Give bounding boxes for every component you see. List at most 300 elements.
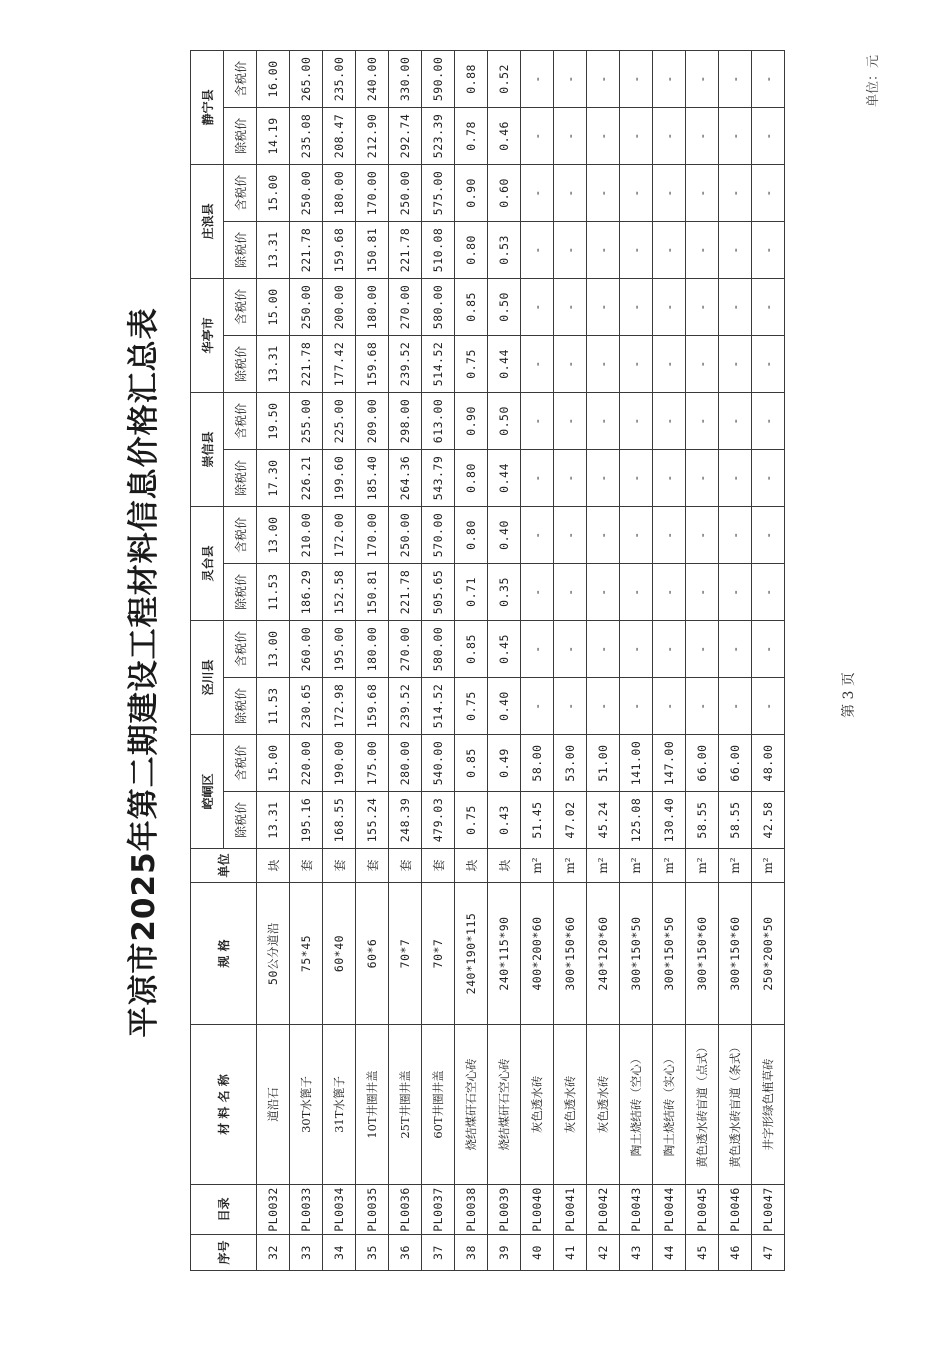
cell-ex-tax-price: 159.68 (323, 221, 356, 278)
cell-code: PL0034 (323, 1185, 356, 1235)
cell-ex-tax-price: 221.78 (389, 221, 422, 278)
cell-seq: 46 (719, 1235, 752, 1271)
cell-code: PL0043 (620, 1185, 653, 1235)
cell-inc-tax-price: - (587, 392, 620, 449)
cell-ex-tax-price: 0.53 (488, 221, 521, 278)
cell-inc-tax-price: 225.00 (323, 392, 356, 449)
cell-seq: 34 (323, 1235, 356, 1271)
cell-inc-tax-price: 613.00 (422, 392, 455, 449)
cell-name: 灰色透水砖 (554, 1025, 587, 1185)
table-row (455, 50, 488, 1270)
cell-inc-tax-price: 180.00 (323, 164, 356, 221)
cell-ex-tax-price: 0.75 (455, 335, 488, 392)
cell-ex-tax-price: 226.21 (290, 449, 323, 506)
cell-ex-tax-price: 152.58 (323, 563, 356, 620)
cell-ex-tax-price: 130.40 (653, 792, 686, 849)
cell-ex-tax-price: 47.02 (554, 792, 587, 849)
cell-unit: m² (554, 849, 587, 883)
cell-ex-tax-price: - (752, 107, 785, 164)
table-row (488, 50, 521, 1270)
cell-inc-tax-price: - (554, 164, 587, 221)
cell-inc-tax-price: - (686, 50, 719, 107)
table-body (257, 50, 785, 1270)
cell-name: 25T井圈井盖 (389, 1025, 422, 1185)
cell-inc-tax-price: 0.90 (455, 164, 488, 221)
cell-code: PL0033 (290, 1185, 323, 1235)
cell-ex-tax-price: - (620, 107, 653, 164)
cell-inc-tax-price: 250.00 (290, 278, 323, 335)
cell-ex-tax-price: - (620, 677, 653, 734)
cell-ex-tax-price: 221.78 (290, 335, 323, 392)
cell-name: 陶土烧结砖（实心） (653, 1025, 686, 1185)
cell-code: PL0037 (422, 1185, 455, 1235)
cell-inc-tax-price: 180.00 (356, 278, 389, 335)
cell-ex-tax-price: - (686, 221, 719, 278)
cell-ex-tax-price: - (554, 563, 587, 620)
cell-inc-tax-price: 141.00 (620, 734, 653, 791)
cell-ex-tax-price: - (554, 677, 587, 734)
cell-inc-tax-price: 190.00 (323, 734, 356, 791)
cell-ex-tax-price: 514.52 (422, 677, 455, 734)
cell-ex-tax-price: - (554, 335, 587, 392)
cell-ex-tax-price: - (587, 677, 620, 734)
cell-seq: 37 (422, 1235, 455, 1271)
cell-ex-tax-price: - (521, 221, 554, 278)
cell-ex-tax-price: - (719, 221, 752, 278)
cell-ex-tax-price: 523.39 (422, 107, 455, 164)
header-inc-tax: 含税价 (224, 506, 257, 563)
cell-ex-tax-price: - (752, 677, 785, 734)
cell-ex-tax-price: - (653, 221, 686, 278)
cell-inc-tax-price: 575.00 (422, 164, 455, 221)
cell-inc-tax-price: 66.00 (686, 734, 719, 791)
cell-inc-tax-price: 270.00 (389, 278, 422, 335)
cell-seq: 38 (455, 1235, 488, 1271)
cell-ex-tax-price: 264.36 (389, 449, 422, 506)
cell-code: PL0041 (554, 1185, 587, 1235)
cell-name: 60T井圈井盖 (422, 1025, 455, 1185)
cell-ex-tax-price: - (521, 107, 554, 164)
cell-inc-tax-price: - (752, 506, 785, 563)
cell-ex-tax-price: - (752, 449, 785, 506)
cell-inc-tax-price: 0.45 (488, 620, 521, 677)
cell-spec: 250*200*50 (752, 883, 785, 1025)
cell-ex-tax-price: - (620, 449, 653, 506)
cell-inc-tax-price: 0.85 (455, 620, 488, 677)
cell-ex-tax-price: 208.47 (323, 107, 356, 164)
cell-ex-tax-price: - (521, 563, 554, 620)
cell-spec: 300*150*60 (686, 883, 719, 1025)
cell-ex-tax-price: 230.65 (290, 677, 323, 734)
cell-inc-tax-price: 0.52 (488, 50, 521, 107)
cell-inc-tax-price: 270.00 (389, 620, 422, 677)
cell-unit: 块 (257, 849, 290, 883)
cell-inc-tax-price: - (752, 278, 785, 335)
cell-ex-tax-price: 221.78 (389, 563, 422, 620)
cell-seq: 32 (257, 1235, 290, 1271)
header-code: 目录 (191, 1185, 257, 1235)
cell-ex-tax-price: - (752, 221, 785, 278)
cell-inc-tax-price: 66.00 (719, 734, 752, 791)
cell-inc-tax-price: 250.00 (389, 506, 422, 563)
cell-inc-tax-price: - (752, 50, 785, 107)
cell-spec: 70*7 (422, 883, 455, 1025)
cell-name: 10T井圈井盖 (356, 1025, 389, 1185)
cell-ex-tax-price: 14.19 (257, 107, 290, 164)
cell-seq: 40 (521, 1235, 554, 1271)
table-row (686, 50, 719, 1270)
header-district: 泾川县 (191, 620, 224, 734)
cell-inc-tax-price: 15.00 (257, 734, 290, 791)
cell-spec: 300*150*50 (653, 883, 686, 1025)
cell-inc-tax-price: 180.00 (356, 620, 389, 677)
cell-inc-tax-price: 240.00 (356, 50, 389, 107)
cell-inc-tax-price: - (587, 278, 620, 335)
table-row (290, 50, 323, 1270)
cell-inc-tax-price: 0.88 (455, 50, 488, 107)
cell-ex-tax-price: - (719, 107, 752, 164)
header-ex-tax: 除税价 (224, 335, 257, 392)
cell-name: 灰色透水砖 (587, 1025, 620, 1185)
cell-inc-tax-price: 209.00 (356, 392, 389, 449)
header-seq: 序号 (191, 1235, 257, 1271)
cell-code: PL0039 (488, 1185, 521, 1235)
page-title: 平凉市2025年第二期建设工程材料信息价格汇总表 (126, 307, 162, 1038)
header-inc-tax: 含税价 (224, 734, 257, 791)
cell-ex-tax-price: 172.98 (323, 677, 356, 734)
cell-seq: 47 (752, 1235, 785, 1271)
cell-spec: 60*6 (356, 883, 389, 1025)
cell-inc-tax-price: - (554, 50, 587, 107)
cell-unit: m² (653, 849, 686, 883)
cell-inc-tax-price: 0.80 (455, 506, 488, 563)
cell-ex-tax-price: 168.55 (323, 792, 356, 849)
cell-ex-tax-price: 0.44 (488, 449, 521, 506)
cell-inc-tax-price: 590.00 (422, 50, 455, 107)
cell-ex-tax-price: 177.42 (323, 335, 356, 392)
cell-ex-tax-price: 0.75 (455, 677, 488, 734)
cell-code: PL0032 (257, 1185, 290, 1235)
cell-inc-tax-price: 48.00 (752, 734, 785, 791)
cell-seq: 39 (488, 1235, 521, 1271)
cell-spec: 300*150*50 (620, 883, 653, 1025)
cell-inc-tax-price: 580.00 (422, 278, 455, 335)
cell-inc-tax-price: 250.00 (389, 164, 422, 221)
table-row (752, 50, 785, 1270)
cell-ex-tax-price: - (686, 449, 719, 506)
cell-inc-tax-price: - (719, 278, 752, 335)
cell-inc-tax-price: - (653, 278, 686, 335)
cell-inc-tax-price: - (620, 278, 653, 335)
cell-name: 30T水篦子 (290, 1025, 323, 1185)
cell-ex-tax-price: 17.30 (257, 449, 290, 506)
cell-code: PL0044 (653, 1185, 686, 1235)
cell-inc-tax-price: - (686, 506, 719, 563)
cell-seq: 41 (554, 1235, 587, 1271)
cell-inc-tax-price: 0.85 (455, 734, 488, 791)
cell-inc-tax-price: 170.00 (356, 164, 389, 221)
cell-ex-tax-price: - (620, 335, 653, 392)
cell-seq: 44 (653, 1235, 686, 1271)
cell-inc-tax-price: - (719, 50, 752, 107)
header-inc-tax: 含税价 (224, 392, 257, 449)
cell-ex-tax-price: - (719, 335, 752, 392)
cell-code: PL0045 (686, 1185, 719, 1235)
cell-code: PL0046 (719, 1185, 752, 1235)
cell-name: 烧结煤矸石空心砖 (488, 1025, 521, 1185)
cell-inc-tax-price: - (752, 164, 785, 221)
cell-seq: 33 (290, 1235, 323, 1271)
cell-ex-tax-price: 11.53 (257, 677, 290, 734)
cell-ex-tax-price: 292.74 (389, 107, 422, 164)
cell-name: 井字形绿色植草砖 (752, 1025, 785, 1185)
cell-ex-tax-price: - (587, 107, 620, 164)
header-district: 庄浪县 (191, 164, 224, 278)
cell-ex-tax-price: 0.44 (488, 335, 521, 392)
cell-ex-tax-price: 199.60 (323, 449, 356, 506)
header-district: 华亭市 (191, 278, 224, 392)
header-ex-tax: 除税价 (224, 792, 257, 849)
cell-inc-tax-price: - (620, 506, 653, 563)
header-row-districts (191, 50, 224, 1270)
table-row (620, 50, 653, 1270)
header-name: 材 料 名 称 (191, 1025, 257, 1185)
cell-inc-tax-price: - (686, 392, 719, 449)
cell-spec: 75*45 (290, 883, 323, 1025)
cell-ex-tax-price: 212.90 (356, 107, 389, 164)
cell-inc-tax-price: 250.00 (290, 164, 323, 221)
cell-ex-tax-price: 159.68 (356, 335, 389, 392)
header-inc-tax: 含税价 (224, 50, 257, 107)
cell-name: 灰色透水砖 (521, 1025, 554, 1185)
table-row (554, 50, 587, 1270)
cell-inc-tax-price: 58.00 (521, 734, 554, 791)
unit-label: 单位：元 (866, 54, 881, 107)
cell-ex-tax-price: 0.80 (455, 449, 488, 506)
cell-inc-tax-price: 195.00 (323, 620, 356, 677)
cell-inc-tax-price: 170.00 (356, 506, 389, 563)
cell-ex-tax-price: - (653, 563, 686, 620)
cell-seq: 35 (356, 1235, 389, 1271)
table-row (719, 50, 752, 1270)
cell-ex-tax-price: - (719, 677, 752, 734)
cell-ex-tax-price: - (587, 221, 620, 278)
cell-ex-tax-price: 0.35 (488, 563, 521, 620)
cell-ex-tax-price: - (686, 335, 719, 392)
cell-seq: 45 (686, 1235, 719, 1271)
table-row (422, 50, 455, 1270)
cell-inc-tax-price: - (653, 50, 686, 107)
cell-inc-tax-price: - (752, 620, 785, 677)
cell-unit: m² (587, 849, 620, 883)
cell-inc-tax-price: - (719, 506, 752, 563)
header-unit: 单位 (191, 849, 257, 883)
cell-spec: 240*190*115 (455, 883, 488, 1025)
cell-ex-tax-price: 11.53 (257, 563, 290, 620)
header-ex-tax: 除税价 (224, 449, 257, 506)
page-number: 第 3 页 (841, 672, 857, 718)
cell-ex-tax-price: - (554, 107, 587, 164)
cell-ex-tax-price: 159.68 (356, 677, 389, 734)
cell-inc-tax-price: 172.00 (323, 506, 356, 563)
cell-inc-tax-price: - (620, 392, 653, 449)
cell-ex-tax-price: 221.78 (290, 221, 323, 278)
cell-seq: 36 (389, 1235, 422, 1271)
cell-ex-tax-price: 479.03 (422, 792, 455, 849)
cell-ex-tax-price: 13.31 (257, 792, 290, 849)
cell-ex-tax-price: 186.29 (290, 563, 323, 620)
cell-inc-tax-price: - (554, 278, 587, 335)
header-ex-tax: 除税价 (224, 221, 257, 278)
cell-inc-tax-price: - (587, 164, 620, 221)
cell-inc-tax-price: - (719, 392, 752, 449)
cell-ex-tax-price: 13.31 (257, 335, 290, 392)
cell-name: 黄色透水砖盲道（点式） (686, 1025, 719, 1185)
header-district: 崇信县 (191, 392, 224, 506)
cell-inc-tax-price: - (719, 164, 752, 221)
cell-unit: m² (719, 849, 752, 883)
cell-ex-tax-price: 51.45 (521, 792, 554, 849)
cell-inc-tax-price: 51.00 (587, 734, 620, 791)
cell-inc-tax-price: - (554, 620, 587, 677)
header-inc-tax: 含税价 (224, 164, 257, 221)
cell-inc-tax-price: 298.00 (389, 392, 422, 449)
cell-inc-tax-price: 13.00 (257, 506, 290, 563)
cell-ex-tax-price: 505.65 (422, 563, 455, 620)
cell-name: 陶土烧结砖（空心） (620, 1025, 653, 1185)
cell-inc-tax-price: - (686, 620, 719, 677)
cell-name: 烧结煤矸石空心砖 (455, 1025, 488, 1185)
cell-ex-tax-price: 42.58 (752, 792, 785, 849)
cell-inc-tax-price: 255.00 (290, 392, 323, 449)
cell-inc-tax-price: - (521, 50, 554, 107)
cell-ex-tax-price: 514.52 (422, 335, 455, 392)
cell-ex-tax-price: 195.16 (290, 792, 323, 849)
table-row (323, 50, 356, 1270)
cell-spec: 60*40 (323, 883, 356, 1025)
header-district: 灵台县 (191, 506, 224, 620)
cell-ex-tax-price: - (719, 449, 752, 506)
cell-code: PL0038 (455, 1185, 488, 1235)
cell-inc-tax-price: 147.00 (653, 734, 686, 791)
header-inc-tax: 含税价 (224, 620, 257, 677)
cell-unit: 套 (323, 849, 356, 883)
cell-inc-tax-price: - (719, 620, 752, 677)
cell-ex-tax-price: - (653, 449, 686, 506)
cell-ex-tax-price: - (554, 449, 587, 506)
header-district: 崆峒区 (191, 734, 224, 848)
cell-inc-tax-price: 15.00 (257, 164, 290, 221)
cell-ex-tax-price: - (587, 335, 620, 392)
cell-inc-tax-price: 235.00 (323, 50, 356, 107)
table-row (356, 50, 389, 1270)
cell-spec: 50公分道沿 (257, 883, 290, 1025)
cell-ex-tax-price: - (752, 563, 785, 620)
cell-code: PL0035 (356, 1185, 389, 1235)
table-row (389, 50, 422, 1270)
cell-inc-tax-price: - (521, 278, 554, 335)
cell-ex-tax-price: 125.08 (620, 792, 653, 849)
cell-ex-tax-price: 235.08 (290, 107, 323, 164)
cell-inc-tax-price: - (653, 506, 686, 563)
cell-unit: m² (686, 849, 719, 883)
cell-inc-tax-price: - (521, 620, 554, 677)
cell-inc-tax-price: - (686, 278, 719, 335)
cell-ex-tax-price: - (521, 335, 554, 392)
cell-ex-tax-price: 155.24 (356, 792, 389, 849)
cell-inc-tax-price: 16.00 (257, 50, 290, 107)
cell-unit: 套 (422, 849, 455, 883)
table-row (521, 50, 554, 1270)
cell-ex-tax-price: - (521, 677, 554, 734)
cell-spec: 240*115*90 (488, 883, 521, 1025)
table-row (257, 50, 290, 1270)
cell-spec: 240*120*60 (587, 883, 620, 1025)
cell-ex-tax-price: 239.52 (389, 335, 422, 392)
cell-code: PL0042 (587, 1185, 620, 1235)
cell-ex-tax-price: - (686, 563, 719, 620)
cell-spec: 300*150*60 (554, 883, 587, 1025)
cell-ex-tax-price: 0.40 (488, 677, 521, 734)
cell-inc-tax-price: 0.50 (488, 278, 521, 335)
cell-unit: 套 (389, 849, 422, 883)
cell-inc-tax-price: 330.00 (389, 50, 422, 107)
cell-ex-tax-price: - (554, 221, 587, 278)
cell-inc-tax-price: 0.40 (488, 506, 521, 563)
cell-inc-tax-price: 0.85 (455, 278, 488, 335)
table-row (587, 50, 620, 1270)
cell-spec: 300*150*60 (719, 883, 752, 1025)
cell-ex-tax-price: 58.55 (719, 792, 752, 849)
cell-inc-tax-price: 220.00 (290, 734, 323, 791)
cell-ex-tax-price: - (620, 221, 653, 278)
cell-ex-tax-price: 13.31 (257, 221, 290, 278)
cell-seq: 43 (620, 1235, 653, 1271)
cell-ex-tax-price: - (752, 335, 785, 392)
cell-inc-tax-price: 0.50 (488, 392, 521, 449)
cell-inc-tax-price: - (620, 164, 653, 221)
cell-ex-tax-price: 58.55 (686, 792, 719, 849)
cell-inc-tax-price: - (686, 164, 719, 221)
cell-ex-tax-price: - (653, 677, 686, 734)
cell-inc-tax-price: 540.00 (422, 734, 455, 791)
cell-ex-tax-price: - (620, 563, 653, 620)
cell-inc-tax-price: 0.90 (455, 392, 488, 449)
cell-ex-tax-price: - (587, 449, 620, 506)
cell-inc-tax-price: - (521, 506, 554, 563)
header-district: 静宁县 (191, 50, 224, 164)
cell-inc-tax-price: - (554, 392, 587, 449)
cell-name: 道沿石 (257, 1025, 290, 1185)
cell-inc-tax-price: - (653, 392, 686, 449)
cell-seq: 42 (587, 1235, 620, 1271)
cell-ex-tax-price: - (653, 335, 686, 392)
cell-inc-tax-price: - (653, 620, 686, 677)
cell-code: PL0040 (521, 1185, 554, 1235)
cell-inc-tax-price: 15.00 (257, 278, 290, 335)
cell-spec: 400*200*60 (521, 883, 554, 1025)
cell-inc-tax-price: 175.00 (356, 734, 389, 791)
cell-ex-tax-price: 0.80 (455, 221, 488, 278)
cell-inc-tax-price: - (521, 392, 554, 449)
cell-ex-tax-price: 0.75 (455, 792, 488, 849)
cell-inc-tax-price: - (752, 392, 785, 449)
cell-ex-tax-price: - (521, 449, 554, 506)
cell-inc-tax-price: 280.00 (389, 734, 422, 791)
cell-ex-tax-price: 0.71 (455, 563, 488, 620)
cell-inc-tax-price: - (620, 50, 653, 107)
cell-ex-tax-price: 239.52 (389, 677, 422, 734)
